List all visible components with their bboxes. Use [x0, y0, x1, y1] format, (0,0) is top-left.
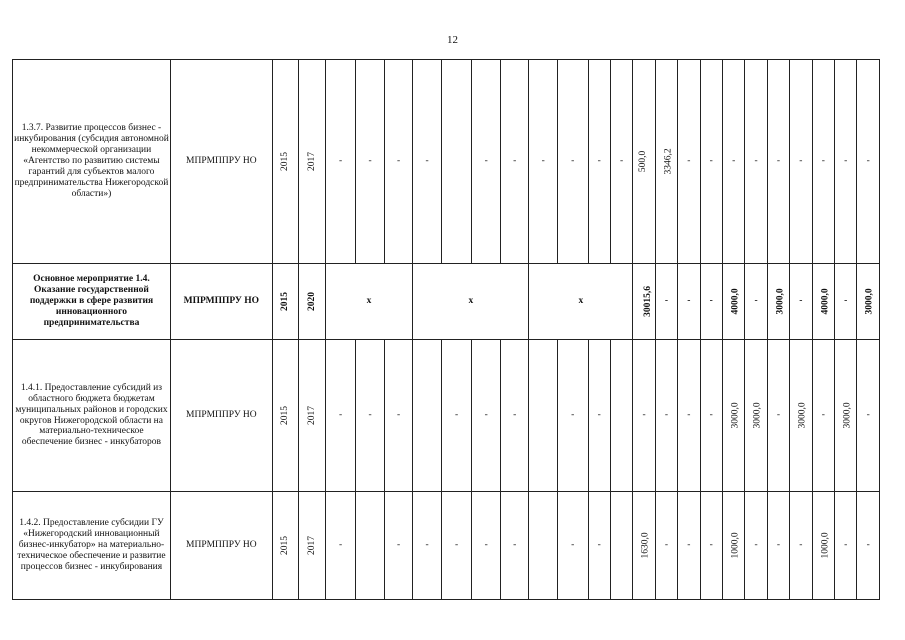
cell: -	[678, 264, 700, 340]
finance-value: 3346,2	[663, 148, 674, 175]
cell: -	[472, 60, 501, 264]
cell: -	[557, 492, 588, 600]
cell: -	[441, 492, 472, 600]
cell: -	[655, 264, 677, 340]
cell: -	[413, 60, 442, 264]
cell: -	[500, 60, 529, 264]
finance-value: 30015,6	[643, 286, 654, 317]
finance-value: 500,0	[638, 150, 649, 173]
cell: -	[812, 340, 834, 492]
cell: -	[700, 492, 722, 600]
cell: -	[835, 60, 857, 264]
cell: -	[610, 60, 632, 264]
row-executor: МПРМППРУ НО	[170, 60, 272, 264]
table-row	[13, 60, 880, 264]
cell: -	[472, 492, 501, 600]
cell: -	[700, 60, 722, 264]
cell: -	[500, 492, 529, 600]
cell: -	[633, 340, 655, 492]
cell: -	[557, 340, 588, 492]
cell: -	[655, 340, 677, 492]
cell: -	[790, 60, 812, 264]
cell: -	[700, 340, 722, 492]
finance-value: 3000,0	[730, 402, 741, 429]
table-row	[13, 492, 880, 600]
row-executor: МПРМППРУ НО	[170, 264, 272, 340]
cell: -	[857, 492, 880, 600]
cell: -	[790, 492, 812, 600]
cell: -	[722, 60, 744, 264]
cell: -	[678, 492, 700, 600]
end-year: 2020	[306, 291, 317, 311]
end-year: 2017	[306, 151, 317, 171]
cell: -	[588, 60, 610, 264]
finance-value: 3000,0	[797, 402, 808, 429]
cell: -	[745, 264, 767, 340]
cell: -	[413, 492, 442, 600]
cell: -	[356, 60, 385, 264]
start-year: 2015	[280, 151, 291, 171]
cell: -	[745, 492, 767, 600]
finance-value: 4000,0	[820, 288, 831, 315]
cell: -	[857, 60, 880, 264]
start-year: 2015	[280, 291, 291, 311]
cell: -	[767, 340, 789, 492]
finance-value: 1000,0	[820, 532, 831, 559]
cell: -	[325, 492, 356, 600]
cell: -	[356, 340, 385, 492]
cross-mark: х	[325, 264, 413, 340]
cell: -	[384, 60, 413, 264]
finance-value: 3000,0	[752, 402, 763, 429]
cell: -	[472, 340, 501, 492]
cell: -	[588, 492, 610, 600]
cross-mark: х	[529, 264, 633, 340]
cell: -	[384, 492, 413, 600]
start-year: 2015	[280, 535, 291, 555]
finance-value: 3000,0	[865, 288, 876, 315]
cell: -	[325, 340, 356, 492]
cell: -	[325, 60, 356, 264]
row-name: 1.4.2. Предоставление субсидии ГУ «Нижегородский инновационный бизнес-инкубатор» на материально-техническое обеспечение и развитие процессов бизнес - инкубирования	[13, 492, 171, 600]
cell: -	[678, 340, 700, 492]
cell: -	[678, 60, 700, 264]
cross-mark: х	[413, 264, 529, 340]
cell: -	[835, 264, 857, 340]
row-executor: МПРМППРУ НО	[170, 340, 272, 492]
finance-value: 4000,0	[730, 288, 741, 315]
row-executor: МПРМППРУ НО	[170, 492, 272, 600]
cell: -	[588, 340, 610, 492]
table-row	[13, 340, 880, 492]
finance-value: 1630,0	[640, 532, 651, 559]
row-name: 1.4.1. Предоставление субсидий из областного бюджета бюджетам муниципальных районов и городских округов Нижегородской области на материально-техническое обеспечение бизнес - инкубаторов	[13, 340, 171, 492]
finance-value: 1000,0	[730, 532, 741, 559]
cell: -	[700, 264, 722, 340]
cell: -	[557, 60, 588, 264]
cell: -	[441, 340, 472, 492]
end-year: 2017	[306, 535, 317, 555]
table-row	[13, 264, 880, 340]
start-year: 2015	[280, 405, 291, 425]
finance-value: 3000,0	[775, 288, 786, 315]
page-number: 12	[447, 34, 458, 46]
cell: -	[500, 340, 529, 492]
row-name: 1.3.7. Развитие процессов бизнес - инкубирования (субсидия автономной некоммерческой организации «Агентство по развитию системы гарантий для субъектов малого предпринимательства Нижегородской области»)	[13, 60, 171, 264]
cell: -	[857, 340, 880, 492]
cell: -	[384, 340, 413, 492]
end-year: 2017	[306, 405, 317, 425]
row-name: Основное мероприятие 1.4. Оказание государственной поддержки в сфере развития инновационного предпринимательства	[13, 264, 171, 340]
cell: -	[767, 60, 789, 264]
cell: -	[655, 492, 677, 600]
cell: -	[767, 492, 789, 600]
cell: -	[835, 492, 857, 600]
program-table	[12, 59, 880, 600]
cell: -	[745, 60, 767, 264]
finance-value: 3000,0	[842, 402, 853, 429]
cell: -	[790, 264, 812, 340]
cell: -	[529, 60, 558, 264]
cell: -	[812, 60, 834, 264]
